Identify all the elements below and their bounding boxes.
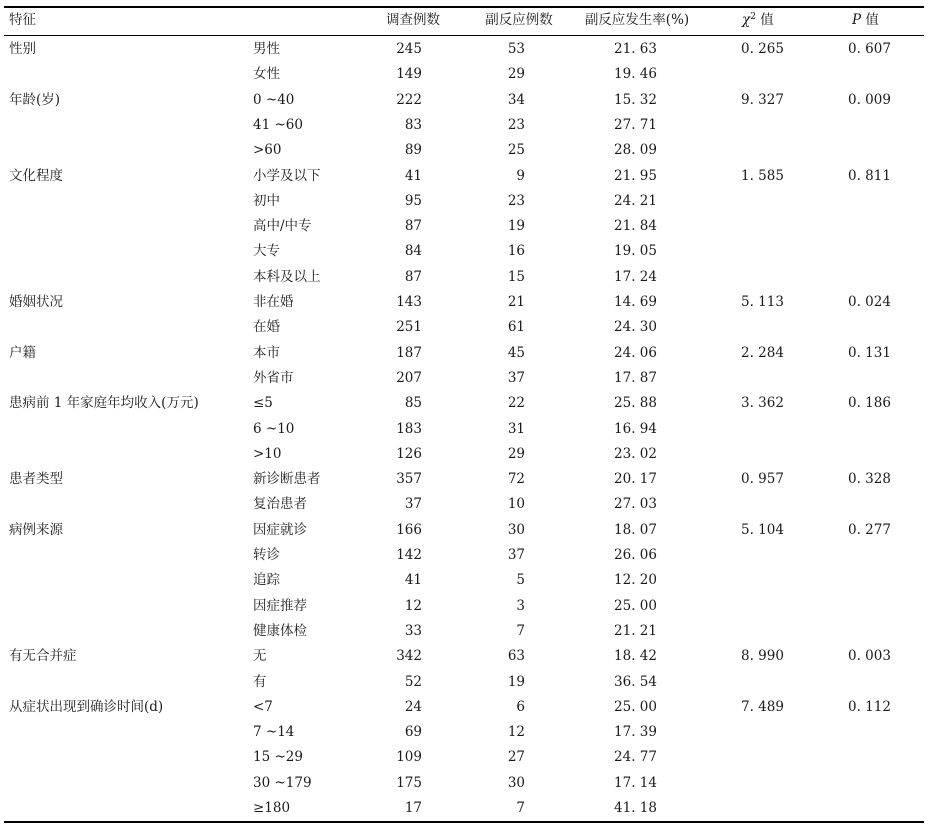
row-subgroup: 有	[253, 674, 267, 690]
chi-suffix: 值	[755, 12, 774, 28]
row-p-value: 0. 186	[848, 395, 891, 411]
row-adverse-count: 25	[507, 142, 525, 158]
row-sample-count: 222	[396, 92, 422, 108]
row-subgroup: 健康体检	[253, 623, 307, 639]
row-adverse-count: 37	[507, 370, 525, 386]
row-sample-count: 143	[396, 294, 422, 310]
row-adverse-rate: 28. 09	[614, 142, 657, 158]
row-sample-count: 83	[404, 117, 422, 133]
row-subgroup: 41 ~60	[253, 117, 303, 133]
chi-superscript: 2	[750, 12, 756, 22]
row-subgroup: ≥180	[253, 800, 291, 816]
row-adverse-count: 30	[507, 775, 525, 791]
row-adverse-count: 12	[507, 724, 525, 740]
row-adverse-rate: 19. 05	[614, 243, 657, 259]
row-adverse-rate: 24. 21	[614, 193, 657, 209]
row-adverse-count: 21	[507, 294, 525, 310]
p-symbol: P	[852, 12, 862, 28]
row-chi-square: 5. 113	[741, 294, 784, 310]
row-p-value: 0. 131	[848, 345, 891, 361]
row-subgroup: 男性	[253, 41, 280, 57]
row-feature: 年龄(岁)	[9, 92, 61, 108]
row-adverse-rate: 17. 14	[614, 775, 657, 791]
row-subgroup: 0 ~40	[253, 92, 295, 108]
row-adverse-rate: 23. 02	[614, 446, 657, 462]
row-adverse-count: 63	[507, 648, 525, 664]
row-subgroup: 非在婚	[253, 294, 294, 310]
row-sample-count: 183	[396, 421, 422, 437]
row-subgroup: 复治患者	[253, 496, 307, 512]
row-adverse-rate: 27. 71	[614, 117, 657, 133]
row-chi-square: 7. 489	[741, 699, 784, 715]
row-adverse-count: 37	[507, 547, 525, 563]
row-feature: 病例来源	[9, 522, 63, 538]
row-p-value: 0. 811	[848, 168, 891, 184]
row-adverse-rate: 15. 32	[614, 92, 657, 108]
row-sample-count: 149	[396, 66, 422, 82]
row-subgroup: 追踪	[253, 572, 280, 588]
row-adverse-count: 34	[507, 92, 525, 108]
row-sample-count: 342	[396, 648, 422, 664]
row-adverse-rate: 20. 17	[614, 471, 657, 487]
header-chi-square	[742, 11, 774, 29]
row-sample-count: 69	[404, 724, 422, 740]
row-adverse-rate: 19. 46	[614, 66, 657, 82]
row-feature: 户籍	[9, 345, 36, 361]
row-sample-count: 33	[404, 623, 422, 639]
row-sample-count: 126	[396, 446, 422, 462]
row-adverse-count: 7	[516, 623, 525, 639]
row-adverse-rate: 21. 21	[614, 623, 657, 639]
row-adverse-count: 23	[507, 117, 525, 133]
row-sample-count: 89	[404, 142, 422, 158]
row-feature: 患者类型	[9, 471, 63, 487]
row-chi-square: 3. 362	[741, 395, 784, 411]
row-subgroup: 高中/中专	[253, 218, 312, 234]
row-adverse-rate: 21. 84	[614, 218, 657, 234]
row-sample-count: 187	[396, 345, 422, 361]
row-sample-count: 142	[396, 547, 422, 563]
header-sample-count: 调查例数	[386, 12, 440, 28]
row-chi-square: 5. 104	[741, 522, 784, 538]
row-sample-count: 41	[404, 168, 422, 184]
row-subgroup: >10	[253, 446, 282, 462]
row-subgroup: 大专	[253, 243, 280, 259]
row-sample-count: 17	[404, 800, 422, 816]
row-adverse-rate: 25. 88	[614, 395, 657, 411]
row-adverse-count: 22	[507, 395, 525, 411]
row-subgroup: 初中	[253, 193, 280, 209]
row-adverse-count: 72	[507, 471, 525, 487]
row-sample-count: 37	[404, 496, 422, 512]
row-p-value: 0. 009	[848, 92, 891, 108]
row-adverse-count: 9	[516, 168, 525, 184]
row-adverse-count: 3	[516, 598, 525, 614]
row-adverse-count: 16	[507, 243, 525, 259]
row-adverse-rate: 12. 20	[614, 572, 657, 588]
row-sample-count: 357	[396, 471, 422, 487]
row-subgroup: <7	[253, 699, 273, 715]
row-chi-square: 0. 957	[741, 471, 784, 487]
row-sample-count: 245	[396, 41, 422, 57]
row-subgroup: 外省市	[253, 370, 294, 386]
row-adverse-rate: 26. 06	[614, 547, 657, 563]
row-subgroup: 在婚	[253, 319, 280, 335]
row-adverse-count: 53	[507, 41, 525, 57]
row-subgroup: 30 ~179	[253, 775, 312, 791]
row-adverse-count: 29	[507, 66, 525, 82]
header-adverse-rate: 副反应发生率(%)	[584, 12, 690, 28]
row-sample-count: 175	[396, 775, 422, 791]
row-adverse-count: 7	[516, 800, 525, 816]
row-sample-count: 87	[404, 218, 422, 234]
row-feature: 患病前 1 年家庭年均收入(万元)	[9, 395, 199, 411]
row-sample-count: 85	[404, 395, 422, 411]
row-subgroup: 无	[253, 648, 267, 664]
row-subgroup: 15 ~29	[253, 749, 303, 765]
row-adverse-rate: 21. 95	[614, 168, 657, 184]
row-feature: 婚姻状况	[9, 294, 63, 310]
row-adverse-rate: 21. 63	[614, 41, 657, 57]
row-subgroup: 因症就诊	[253, 522, 307, 538]
table-header-rule	[4, 35, 924, 36]
row-adverse-rate: 16. 94	[614, 421, 657, 437]
row-p-value: 0. 277	[848, 522, 891, 538]
header-feature: 特征	[9, 12, 36, 28]
row-sample-count: 52	[404, 674, 422, 690]
row-subgroup: 本市	[253, 345, 280, 361]
row-adverse-count: 31	[507, 421, 525, 437]
row-adverse-rate: 24. 06	[614, 345, 657, 361]
row-p-value: 0. 003	[848, 648, 891, 664]
row-sample-count: 12	[404, 598, 422, 614]
row-sample-count: 166	[396, 522, 422, 538]
row-p-value: 0. 607	[848, 41, 891, 57]
row-adverse-count: 10	[507, 496, 525, 512]
row-adverse-rate: 17. 87	[614, 370, 657, 386]
row-sample-count: 84	[404, 243, 422, 259]
row-subgroup: 因症推荐	[253, 598, 307, 614]
row-adverse-count: 30	[507, 522, 525, 538]
header-p-value	[852, 11, 879, 29]
row-sample-count: 207	[396, 370, 422, 386]
row-subgroup: >60	[253, 142, 282, 158]
row-adverse-count: 45	[507, 345, 525, 361]
row-adverse-count: 27	[507, 749, 525, 765]
row-adverse-rate: 41. 18	[614, 800, 657, 816]
row-adverse-rate: 17. 24	[614, 269, 657, 285]
row-adverse-rate: 24. 77	[614, 749, 657, 765]
row-sample-count: 251	[396, 319, 422, 335]
chi-symbol: χ	[742, 12, 751, 28]
row-p-value: 0. 112	[848, 699, 891, 715]
table-top-rule	[4, 6, 924, 8]
row-sample-count: 95	[404, 193, 422, 209]
row-adverse-rate: 25. 00	[614, 699, 657, 715]
row-sample-count: 24	[404, 699, 422, 715]
row-chi-square: 2. 284	[741, 345, 784, 361]
header-adverse-count: 副反应例数	[485, 12, 553, 28]
row-adverse-rate: 17. 39	[614, 724, 657, 740]
row-p-value: 0. 024	[848, 294, 891, 310]
row-feature: 从症状出现到确诊时间(d)	[9, 699, 164, 715]
row-adverse-rate: 18. 07	[614, 522, 657, 538]
row-adverse-rate: 14. 69	[614, 294, 657, 310]
row-feature: 文化程度	[9, 168, 63, 184]
row-subgroup: 女性	[253, 66, 280, 82]
row-chi-square: 9. 327	[741, 92, 784, 108]
row-adverse-rate: 24. 30	[614, 319, 657, 335]
row-feature: 有无合并症	[9, 648, 77, 664]
row-subgroup: 新诊断患者	[253, 471, 321, 487]
row-adverse-rate: 36. 54	[614, 674, 657, 690]
row-adverse-count: 19	[507, 218, 525, 234]
row-p-value: 0. 328	[848, 471, 891, 487]
row-adverse-rate: 25. 00	[614, 598, 657, 614]
row-subgroup: 本科及以上	[253, 269, 321, 285]
row-sample-count: 109	[396, 749, 422, 765]
row-sample-count: 87	[404, 269, 422, 285]
row-subgroup: 转诊	[253, 547, 280, 563]
row-adverse-rate: 27. 03	[614, 496, 657, 512]
row-sample-count: 41	[404, 572, 422, 588]
row-adverse-rate: 18. 42	[614, 648, 657, 664]
row-subgroup: 小学及以下	[253, 168, 321, 184]
row-subgroup: 7 ~14	[253, 724, 295, 740]
p-suffix: 值	[861, 12, 879, 28]
row-feature: 性别	[9, 41, 36, 57]
row-subgroup: 6 ~10	[253, 421, 295, 437]
row-adverse-count: 15	[507, 269, 525, 285]
row-adverse-count: 23	[507, 193, 525, 209]
row-chi-square: 1. 585	[741, 168, 784, 184]
row-adverse-count: 61	[507, 319, 525, 335]
row-adverse-count: 5	[516, 572, 525, 588]
row-adverse-count: 19	[507, 674, 525, 690]
row-subgroup: ≤5	[253, 395, 273, 411]
row-chi-square: 0. 265	[741, 41, 784, 57]
row-chi-square: 8. 990	[741, 648, 784, 664]
row-adverse-count: 29	[507, 446, 525, 462]
row-adverse-count: 6	[516, 699, 525, 715]
table-bottom-rule	[4, 821, 924, 823]
